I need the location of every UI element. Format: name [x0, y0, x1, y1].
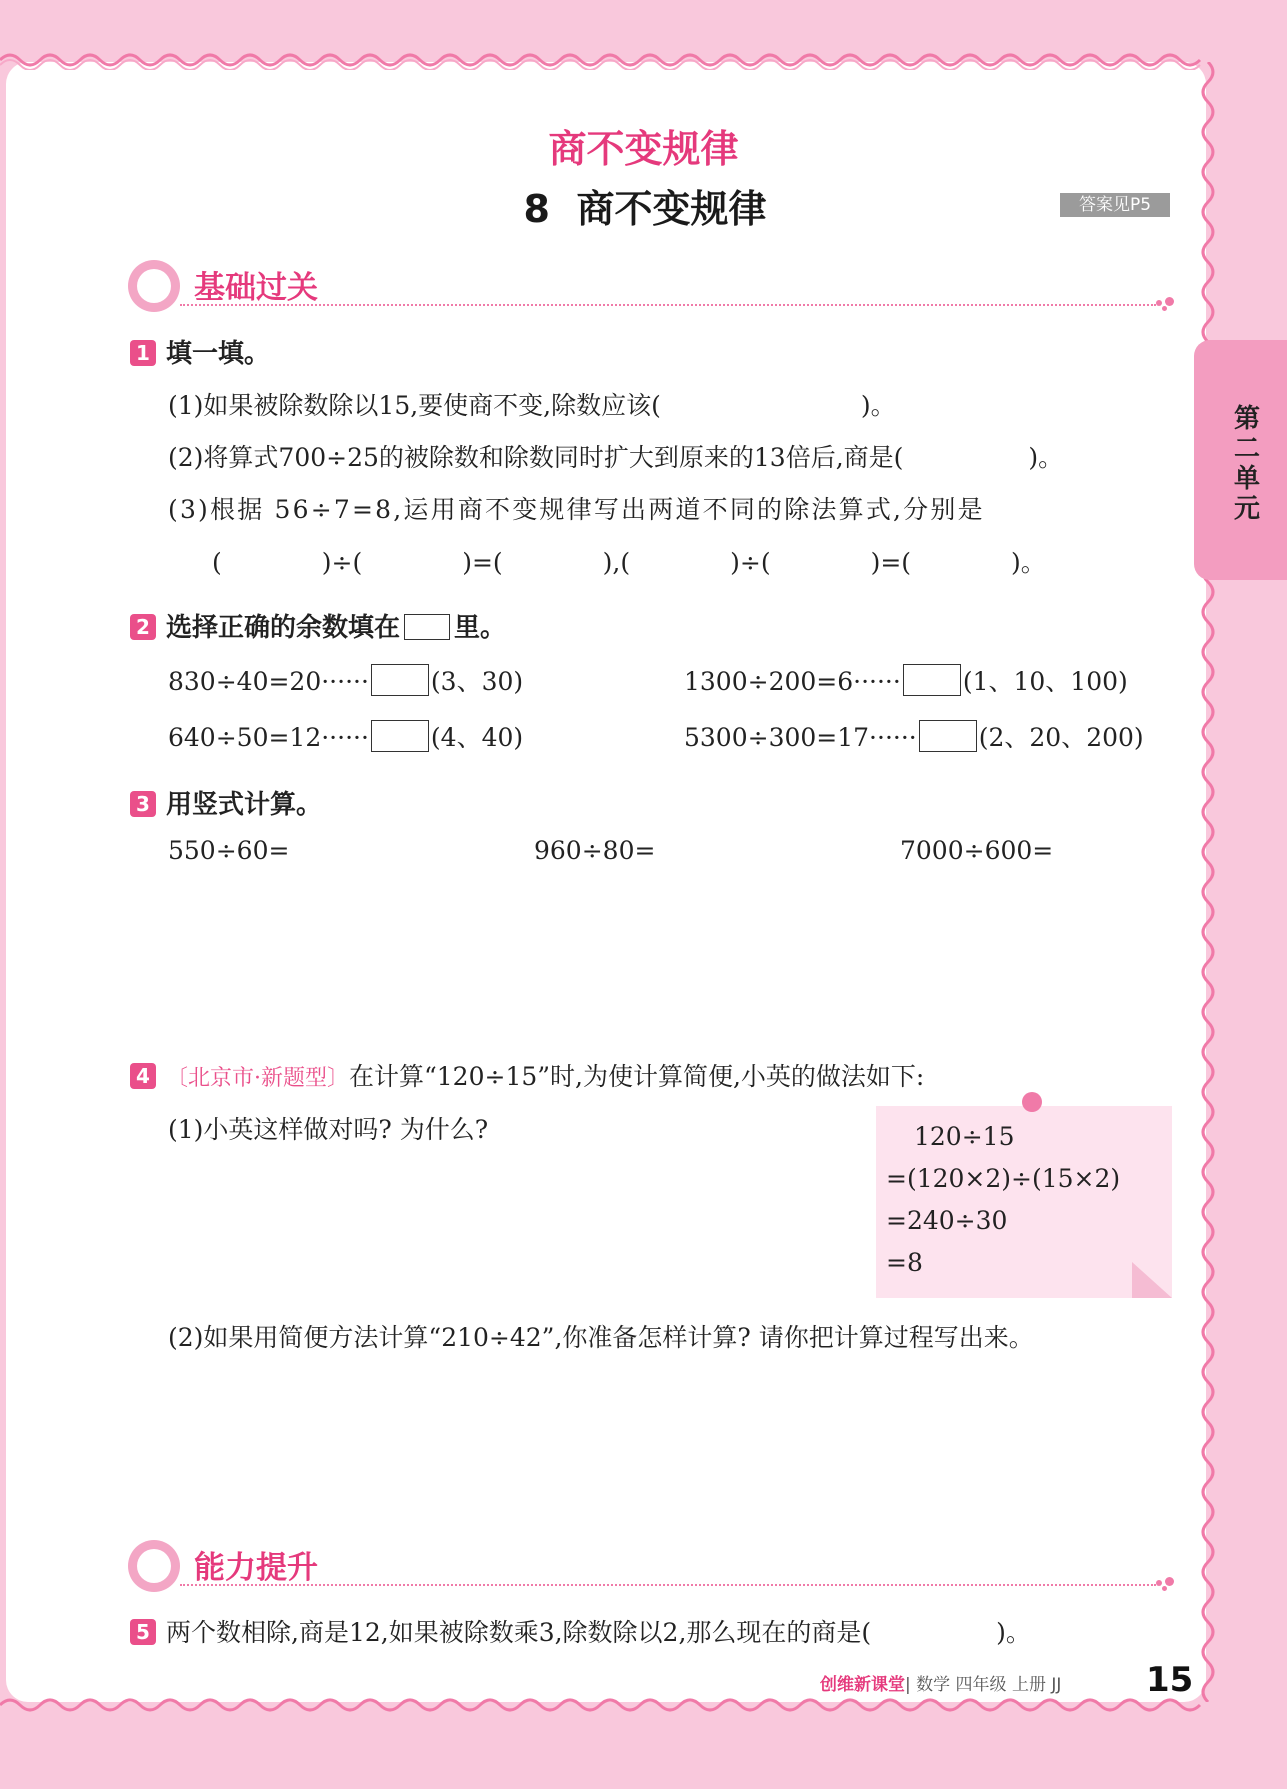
answer-reference-badge: 答案见P5: [1060, 193, 1170, 217]
question-3-title: 用竖式计算。: [166, 790, 323, 820]
question-source-tag: 〔北京市·新题型〕: [166, 1066, 349, 1091]
mascot-icon: [128, 1540, 180, 1592]
question-number-badge: 3: [130, 791, 156, 817]
lesson-title-pink: 商不变规律: [548, 127, 739, 171]
dotted-divider: [180, 304, 1156, 306]
dots-decoration-icon: [1156, 1576, 1178, 1592]
question-1-line-2: (2)将算式700÷25的被除数和除数同时扩大到原来的13倍后,商是( )。: [168, 443, 1064, 472]
remainder-answer-box[interactable]: [371, 664, 429, 696]
section-title-basic: 基础过关: [194, 270, 318, 306]
dotted-divider: [180, 1584, 1156, 1586]
question-number-badge: 4: [130, 1063, 156, 1089]
question-4-sub-2: (2)如果用简便方法计算“210÷42”,你准备怎样计算? 请你把计算过程写出来。: [168, 1323, 1034, 1352]
question-3-item-1: 550÷60=: [168, 836, 290, 865]
question-3-item-3: 7000÷600=: [900, 836, 1054, 865]
question-1-heading: [130, 333, 270, 370]
note-fold: [1132, 1262, 1172, 1298]
question-2-item-4: 5300÷300=17······ (2、20、200): [684, 718, 1144, 754]
footer-info: | 数学 四年级 上册 JJ: [905, 1675, 1062, 1695]
question-5-line: [130, 1613, 1031, 1649]
question-number-badge: 1: [130, 340, 156, 366]
question-4-heading: [130, 1057, 924, 1093]
wavy-border-top: [0, 50, 1287, 70]
question-3-heading: [130, 784, 322, 821]
question-number-badge: 5: [130, 1619, 156, 1645]
question-1-line-3: (3)根据 56÷7=8,运用商不变规律写出两道不同的除法算式,分别是: [168, 495, 985, 524]
lesson-number: 8: [523, 187, 550, 231]
question-1-line-4: ( )÷( )=( ),( )÷( )=( )。: [212, 548, 1046, 577]
question-number-badge: 2: [130, 614, 156, 640]
question-2-item-3: 640÷50=12······ (4、40): [168, 718, 523, 754]
note-line-4: =8: [886, 1248, 923, 1277]
question-4-title: 在计算“120÷15”时,为使计算简便,小英的做法如下:: [349, 1062, 925, 1091]
pushpin-icon: [1022, 1092, 1042, 1112]
note-line-1: 120÷15: [914, 1122, 1015, 1151]
question-2-heading: [130, 607, 506, 644]
answer-box-sample: [404, 614, 450, 640]
question-1-title: 填一填。: [166, 339, 271, 369]
question-2-title-a: 选择正确的余数填在: [166, 613, 401, 643]
note-line-2: =(120×2)÷(15×2): [886, 1164, 1121, 1193]
question-3-item-2: 960÷80=: [534, 836, 656, 865]
question-1-line-1: (1)如果被除数除以15,要使商不变,除数应该( )。: [168, 391, 896, 420]
question-2-item-1: 830÷40=20······ (3、30): [168, 662, 523, 698]
sticky-note: [876, 1106, 1172, 1298]
lesson-name: 商不变规律: [576, 187, 767, 231]
dots-decoration-icon: [1156, 296, 1178, 312]
remainder-answer-box[interactable]: [371, 720, 429, 752]
wavy-border-bottom: [0, 1695, 1287, 1715]
remainder-answer-box[interactable]: [903, 664, 961, 696]
section-header-basic: [128, 258, 1178, 314]
question-2-item-2: 1300÷200=6······ (1、10、100): [684, 662, 1128, 698]
section-title-advanced: 能力提升: [194, 1550, 318, 1586]
page-footer: [820, 1670, 1061, 1695]
unit-side-tab-label: 第二单元: [1234, 404, 1261, 524]
question-5-text: 两个数相除,商是12,如果被除数乘3,除数除以2,那么现在的商是( )。: [166, 1618, 1031, 1647]
unit-side-tab: [1194, 340, 1287, 580]
section-header-advanced: [128, 1538, 1178, 1594]
footer-brand: 创维新课堂: [820, 1675, 905, 1695]
question-4-sub-1: (1)小英这样做对吗? 为什么?: [168, 1115, 489, 1144]
remainder-answer-box[interactable]: [919, 720, 977, 752]
question-2-title-b: 里。: [454, 613, 507, 643]
note-line-3: =240÷30: [886, 1206, 1008, 1235]
page-number: 15: [1146, 1660, 1194, 1700]
wavy-border-right: [1196, 62, 1220, 1702]
mascot-icon: [128, 260, 180, 312]
